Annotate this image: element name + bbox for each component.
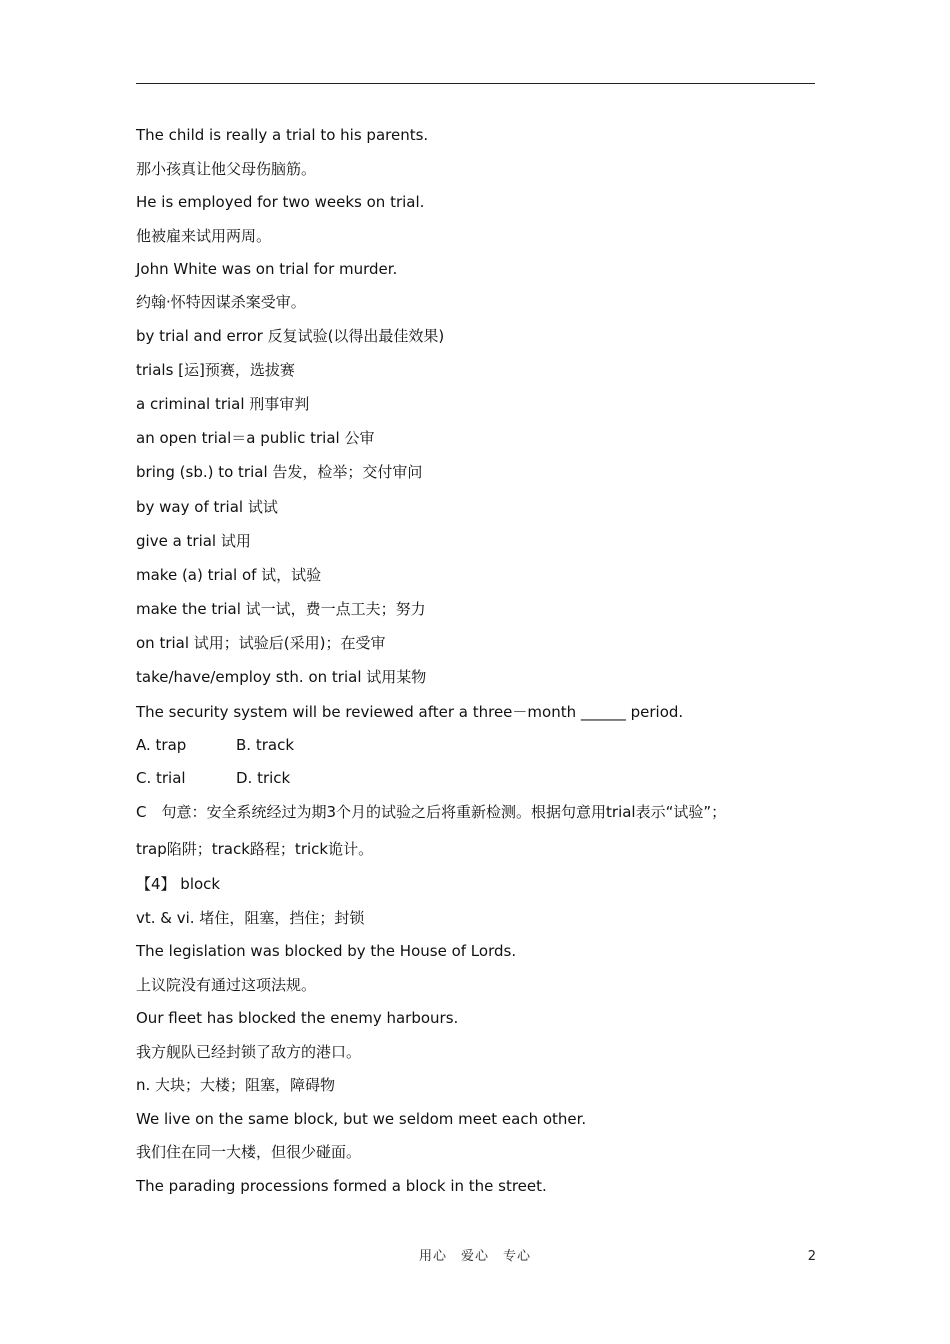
question-line: The security system will be reviewed after a three－month ______ period.: [136, 703, 684, 721]
option-d: D. trick: [236, 769, 291, 787]
answer-line: trap陷阱；track路程；trick诡计。: [136, 840, 374, 858]
section-heading: 【4】 block: [136, 875, 221, 893]
text-line: The child is really a trial to his parents.: [136, 126, 429, 144]
text-line: He is employed for two weeks on trial.: [136, 193, 425, 211]
text-line: 他被雇来试用两周。: [136, 227, 272, 245]
header-rule: [136, 83, 815, 84]
text-line: The legislation was blocked by the House of Lords.: [136, 942, 517, 960]
text-line: 我方舰队已经封锁了敌方的港口。: [136, 1043, 362, 1061]
text-line: take/have/employ sth. on trial 试用某物: [136, 668, 427, 686]
text-line: on trial 试用；试验后(采用)；在受审: [136, 634, 386, 652]
text-line: by trial and error 反复试验(以得出最佳效果): [136, 327, 445, 345]
option-c: C. trial: [136, 769, 186, 787]
text-line: by way of trial 试试: [136, 498, 278, 516]
option-a: A. trap: [136, 736, 187, 754]
option-b: B. track: [236, 736, 295, 754]
text-line: make the trial 试一试，费一点工夫；努力: [136, 600, 426, 618]
text-line: trials [运]预赛，选拔赛: [136, 361, 295, 379]
text-line: Our fleet has blocked the enemy harbours.: [136, 1009, 459, 1027]
text-line: vt. & vi. 堵住，阻塞，挡住；封锁: [136, 909, 365, 927]
text-line: bring (sb.) to trial 告发，检举；交付审问: [136, 463, 423, 481]
text-line: n. 大块；大楼；阻塞，障碍物: [136, 1076, 336, 1094]
text-line: 我们住在同一大楼，但很少碰面。: [136, 1143, 362, 1161]
text-line: The parading processions formed a block in the street.: [136, 1177, 547, 1195]
page-number: 2: [807, 1249, 816, 1264]
text-line: make (a) trial of 试，试验: [136, 566, 322, 584]
text-line: 约翰·怀特因谋杀案受审。: [136, 293, 306, 311]
text-line: an open trial＝a public trial 公审: [136, 429, 375, 447]
text-line: We live on the same block, but we seldom meet each other.: [136, 1110, 587, 1128]
footer-motto: 用心 爱心 专心: [418, 1249, 531, 1264]
text-line: John White was on trial for murder.: [136, 260, 398, 278]
text-line: 上议院没有通过这项法规。: [136, 976, 317, 994]
text-line: a criminal trial 刑事审判: [136, 395, 310, 413]
text-line: 那小孩真让他父母伤脑筋。: [136, 160, 317, 178]
text-line: give a trial 试用: [136, 532, 251, 550]
answer-line: C 句意：安全系统经过为期3个月的试验之后将重新检测。根据句意用trial表示“试验”；: [136, 803, 727, 821]
